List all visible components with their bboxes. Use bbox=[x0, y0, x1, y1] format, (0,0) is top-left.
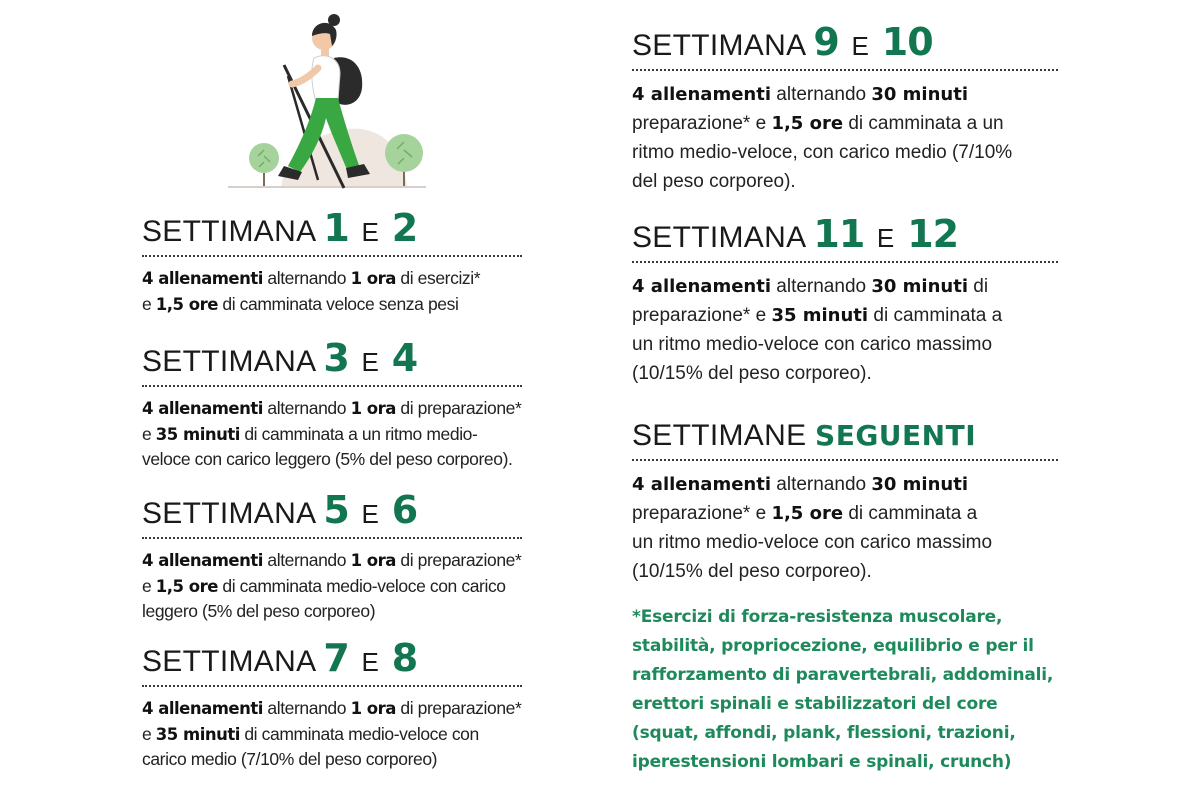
text-run: ritmo medio-veloce, con carico medio (7/10% bbox=[632, 142, 1013, 163]
text-line bbox=[632, 138, 1058, 167]
text-run: carico medio (7/10% del peso corporeo) bbox=[142, 749, 438, 769]
text-line bbox=[142, 696, 522, 722]
heading-word: SETTIMANE bbox=[632, 419, 807, 452]
text-run: alternando bbox=[262, 398, 351, 418]
text-run: alternando bbox=[262, 550, 351, 570]
following-weeks-section bbox=[632, 418, 1058, 586]
dotted-divider bbox=[142, 537, 522, 539]
bold-run: 4 allenamenti bbox=[632, 474, 771, 495]
bold-run: 1 ora bbox=[350, 399, 396, 418]
text-line bbox=[632, 557, 1058, 586]
heading-word: SETTIMANA bbox=[142, 645, 315, 678]
text-run: di camminata a un ritmo medio- bbox=[239, 423, 478, 444]
week-number: 12 bbox=[907, 212, 959, 256]
text-line bbox=[632, 359, 1058, 388]
heading-word: SETTIMANA bbox=[142, 215, 315, 248]
week-description bbox=[632, 272, 1058, 388]
hiker-icon bbox=[226, 10, 436, 190]
bold-run: 1 ora bbox=[350, 699, 396, 718]
week-number: 4 bbox=[391, 336, 418, 380]
text-line bbox=[142, 722, 522, 748]
heading-word: SETTIMANA bbox=[632, 221, 805, 254]
text-line bbox=[142, 747, 522, 772]
text-run: alternando bbox=[262, 268, 351, 288]
text-run: preparazione* e bbox=[632, 305, 772, 326]
week-heading bbox=[142, 488, 522, 532]
footnote-line: (squat, affondi, plank, flessioni, trazioni, bbox=[632, 723, 1016, 743]
dotted-divider bbox=[632, 459, 1058, 461]
week-description bbox=[632, 470, 1058, 586]
text-run: (10/15% del peso corporeo). bbox=[632, 363, 872, 384]
heading-word: SETTIMANA bbox=[142, 497, 315, 530]
text-line bbox=[142, 292, 522, 318]
text-line bbox=[142, 548, 522, 574]
text-line bbox=[632, 528, 1058, 557]
text-run: alternando bbox=[771, 276, 872, 297]
text-run: di preparazione* bbox=[395, 698, 522, 718]
heading-emphasis: SEGUENTI bbox=[815, 419, 977, 452]
bold-run: 4 allenamenti bbox=[142, 551, 263, 570]
week-number: 6 bbox=[391, 488, 418, 532]
week-1-2-section bbox=[142, 206, 522, 317]
week-heading bbox=[632, 212, 1058, 256]
bold-run: 1,5 ore bbox=[771, 113, 844, 134]
text-run: del peso corporeo). bbox=[632, 171, 796, 192]
footnote-line: iperestensioni lombari e spinali, crunch) bbox=[632, 752, 1012, 772]
bold-run: 1,5 ore bbox=[155, 294, 218, 314]
week-number: 9 bbox=[813, 20, 839, 64]
text-run: di camminata a un bbox=[843, 113, 1004, 134]
week-11-12-section bbox=[632, 212, 1058, 388]
week-number: 10 bbox=[881, 20, 933, 64]
week-9-10-section bbox=[632, 20, 1058, 196]
bold-run: 1 ora bbox=[350, 269, 396, 288]
text-run: alternando bbox=[771, 474, 872, 495]
week-heading bbox=[632, 20, 1058, 64]
text-run: preparazione* e bbox=[632, 113, 772, 134]
heading-conj: E bbox=[361, 499, 380, 529]
footnote-line: stabilità, propriocezione, equilibrio e per il bbox=[632, 636, 1034, 656]
text-run: alternando bbox=[262, 698, 351, 718]
bold-run: 4 allenamenti bbox=[632, 276, 771, 297]
text-run: (10/15% del peso corporeo). bbox=[632, 561, 872, 582]
text-run: alternando bbox=[771, 84, 872, 105]
text-run: preparazione* e bbox=[632, 503, 772, 524]
bold-run: 1,5 ore bbox=[771, 503, 844, 524]
bold-run: 35 minuti bbox=[155, 724, 240, 744]
week-number: 11 bbox=[813, 212, 865, 256]
week-number: 7 bbox=[323, 636, 349, 680]
heading-word: SETTIMANA bbox=[142, 345, 315, 378]
bold-run: 30 minuti bbox=[871, 276, 969, 297]
text-run: e bbox=[142, 423, 156, 444]
text-line bbox=[142, 447, 522, 472]
bold-run: 4 allenamenti bbox=[142, 399, 263, 418]
week-heading bbox=[142, 206, 522, 250]
text-run: di camminata a bbox=[843, 503, 978, 524]
week-heading bbox=[632, 418, 1058, 454]
text-line bbox=[142, 266, 522, 292]
heading-word: SETTIMANA bbox=[632, 29, 805, 62]
week-number: 1 bbox=[323, 206, 349, 250]
week-heading bbox=[142, 336, 522, 380]
dotted-divider bbox=[142, 685, 522, 687]
text-line bbox=[632, 301, 1058, 330]
week-5-6-section bbox=[142, 488, 522, 624]
heading-conj: E bbox=[361, 647, 380, 677]
week-number: 2 bbox=[391, 206, 418, 250]
text-run: di camminata medio-veloce con carico bbox=[217, 575, 506, 596]
text-run: un ritmo medio-veloce con carico massimo bbox=[632, 334, 993, 355]
text-run: di preparazione* bbox=[395, 550, 522, 570]
dotted-divider bbox=[632, 261, 1058, 263]
week-description bbox=[142, 396, 522, 472]
text-line bbox=[632, 499, 1058, 528]
heading-conj: E bbox=[876, 223, 895, 253]
text-run: di esercizi* bbox=[395, 268, 481, 288]
week-7-8-section bbox=[142, 636, 522, 772]
week-description bbox=[142, 548, 522, 624]
heading-conj: E bbox=[851, 31, 870, 61]
bold-run: 1,5 ore bbox=[155, 576, 218, 596]
heading-conj: E bbox=[361, 217, 380, 247]
text-run: leggero (5% del peso corporeo) bbox=[142, 601, 376, 621]
bold-run: 4 allenamenti bbox=[142, 269, 263, 288]
text-line bbox=[142, 396, 522, 422]
bold-run: 4 allenamenti bbox=[142, 699, 263, 718]
text-run: un ritmo medio-veloce con carico massimo bbox=[632, 532, 993, 553]
text-run: e bbox=[142, 575, 156, 596]
text-line bbox=[632, 470, 1058, 499]
week-heading bbox=[142, 636, 522, 680]
text-run: di preparazione* bbox=[395, 398, 522, 418]
text-line bbox=[632, 109, 1058, 138]
text-run: e bbox=[142, 723, 156, 744]
text-run: di bbox=[968, 276, 989, 297]
footnote-line: erettori spinali e stabilizzatori del core bbox=[632, 694, 998, 714]
text-line bbox=[632, 330, 1058, 359]
bold-run: 4 allenamenti bbox=[632, 84, 771, 105]
text-run: e bbox=[142, 293, 156, 314]
text-run: di camminata medio-veloce con bbox=[239, 723, 479, 744]
text-run: veloce con carico leggero (5% del peso corporeo). bbox=[142, 449, 513, 469]
dotted-divider bbox=[142, 255, 522, 257]
text-line bbox=[632, 80, 1058, 109]
text-run: di camminata veloce senza pesi bbox=[217, 293, 459, 314]
dotted-divider bbox=[142, 385, 522, 387]
exercise-footnote bbox=[632, 603, 1062, 777]
bold-run: 35 minuti bbox=[155, 424, 240, 444]
dotted-divider bbox=[632, 69, 1058, 71]
heading-conj: E bbox=[361, 347, 380, 377]
week-number: 5 bbox=[323, 488, 349, 532]
week-3-4-section bbox=[142, 336, 522, 472]
footnote-line: *Esercizi di forza-resistenza muscolare, bbox=[632, 607, 1003, 627]
text-run: di camminata a bbox=[868, 305, 1003, 326]
week-number: 8 bbox=[391, 636, 418, 680]
text-line bbox=[142, 599, 522, 624]
text-line bbox=[632, 167, 1058, 196]
footnote-line: rafforzamento di paravertebrali, addominali, bbox=[632, 665, 1054, 685]
bold-run: 35 minuti bbox=[771, 305, 869, 326]
bold-run: 1 ora bbox=[350, 551, 396, 570]
week-number: 3 bbox=[323, 336, 349, 380]
bold-run: 30 minuti bbox=[871, 84, 969, 105]
week-description bbox=[142, 266, 522, 317]
text-line bbox=[142, 422, 522, 448]
week-description bbox=[142, 696, 522, 772]
week-description bbox=[632, 80, 1058, 196]
bold-run: 30 minuti bbox=[871, 474, 969, 495]
text-line bbox=[142, 574, 522, 600]
text-line bbox=[632, 272, 1058, 301]
